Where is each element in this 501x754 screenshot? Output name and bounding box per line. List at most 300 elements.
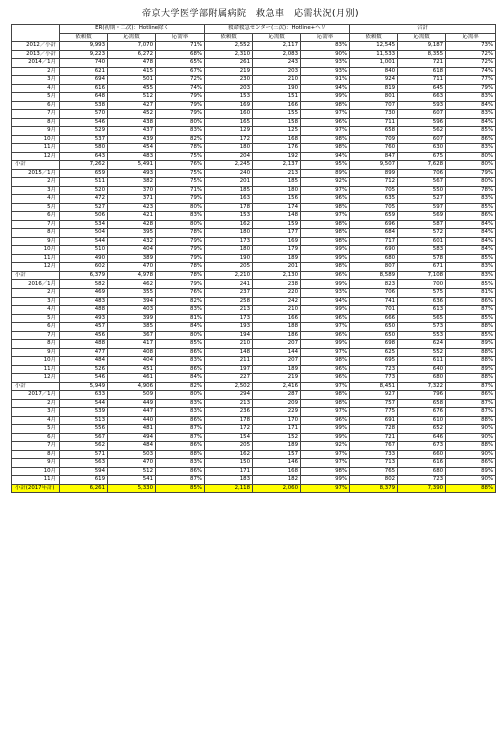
data-cell: 87% <box>446 306 496 315</box>
data-cell: 757 <box>350 399 398 408</box>
data-cell: 483 <box>60 297 108 306</box>
row-label: 2013／小計 <box>12 50 60 59</box>
data-cell: 96% <box>301 365 350 374</box>
data-cell: 98% <box>301 237 350 246</box>
data-cell: 594 <box>60 467 108 476</box>
data-cell: 8,355 <box>398 50 446 59</box>
table-row <box>12 203 496 212</box>
data-cell: 172 <box>205 135 253 144</box>
data-cell: 765 <box>350 467 398 476</box>
data-cell: 213 <box>253 169 301 178</box>
data-cell: 78% <box>156 271 205 280</box>
table-row <box>12 459 496 468</box>
data-cell: 640 <box>398 365 446 374</box>
data-cell: 723 <box>350 365 398 374</box>
data-cell: 650 <box>350 331 398 340</box>
data-cell: 823 <box>350 280 398 289</box>
data-cell: 544 <box>60 399 108 408</box>
data-cell: 173 <box>205 237 253 246</box>
data-cell: 477 <box>60 348 108 357</box>
data-cell: 83% <box>446 144 496 153</box>
table-row <box>12 416 496 425</box>
data-cell: 71% <box>156 42 205 51</box>
data-cell: 186 <box>253 331 301 340</box>
data-cell: 456 <box>60 331 108 340</box>
data-cell: 6,261 <box>60 484 108 493</box>
data-cell: 596 <box>398 118 446 127</box>
data-cell: 166 <box>253 314 301 323</box>
data-cell: 160 <box>205 110 253 119</box>
data-cell: 597 <box>398 203 446 212</box>
data-cell: 189 <box>253 365 301 374</box>
data-cell: 447 <box>108 408 156 417</box>
data-cell: 408 <box>108 348 156 357</box>
data-cell: 83% <box>446 93 496 102</box>
data-cell: 417 <box>108 340 156 349</box>
data-cell: 204 <box>205 152 253 161</box>
data-cell: 382 <box>108 178 156 187</box>
data-cell: 210 <box>205 340 253 349</box>
data-cell: 666 <box>350 314 398 323</box>
data-cell: 213 <box>205 306 253 315</box>
data-cell: 125 <box>253 127 301 136</box>
data-cell: 572 <box>398 229 446 238</box>
data-cell: 490 <box>60 254 108 263</box>
data-cell: 72% <box>156 76 205 85</box>
row-label: 5月 <box>12 203 60 212</box>
data-cell: 174 <box>253 203 301 212</box>
data-cell: 78% <box>156 144 205 153</box>
data-cell: 87% <box>446 408 496 417</box>
data-cell: 79% <box>156 110 205 119</box>
data-cell: 802 <box>350 476 398 485</box>
data-cell: 75% <box>156 169 205 178</box>
data-cell: 156 <box>253 195 301 204</box>
data-cell: 79% <box>156 93 205 102</box>
data-cell: 83% <box>156 127 205 136</box>
data-cell: 578 <box>398 254 446 263</box>
data-cell: 367 <box>108 331 156 340</box>
data-cell: 602 <box>60 263 108 272</box>
row-label: 6月 <box>12 433 60 442</box>
data-cell: 740 <box>60 59 108 68</box>
subheader-accepted: 応需数 <box>253 33 301 42</box>
data-cell: 79% <box>156 254 205 263</box>
data-cell: 97% <box>301 382 350 391</box>
data-cell: 129 <box>205 127 253 136</box>
data-cell: 675 <box>398 152 446 161</box>
data-cell: 660 <box>398 450 446 459</box>
data-cell: 144 <box>253 348 301 357</box>
data-cell: 86% <box>156 416 205 425</box>
data-cell: 706 <box>350 288 398 297</box>
data-cell: 84% <box>156 323 205 332</box>
data-cell: 89% <box>446 365 496 374</box>
table-row <box>12 399 496 408</box>
row-label: 3月 <box>12 76 60 85</box>
data-cell: 646 <box>398 433 446 442</box>
data-cell: 85% <box>156 484 205 493</box>
data-cell: 85% <box>446 127 496 136</box>
data-cell: 624 <box>398 340 446 349</box>
data-cell: 470 <box>108 263 156 272</box>
data-cell: 6,272 <box>108 50 156 59</box>
data-cell: 84% <box>446 101 496 110</box>
data-cell: 81% <box>156 314 205 323</box>
data-cell: 648 <box>60 93 108 102</box>
table-row <box>12 135 496 144</box>
data-cell: 457 <box>60 323 108 332</box>
row-label: 7月 <box>12 110 60 119</box>
data-cell: 203 <box>205 84 253 93</box>
data-cell: 625 <box>350 348 398 357</box>
data-cell: 760 <box>350 144 398 153</box>
data-cell: 643 <box>60 152 108 161</box>
data-cell: 7,628 <box>398 161 446 170</box>
subheader-accepted: 応需数 <box>398 33 446 42</box>
data-cell: 96% <box>301 314 350 323</box>
data-cell: 166 <box>253 101 301 110</box>
data-cell: 92% <box>301 442 350 451</box>
data-cell: 593 <box>398 101 446 110</box>
data-cell: 98% <box>301 399 350 408</box>
data-cell: 201 <box>253 263 301 272</box>
data-cell: 180 <box>205 246 253 255</box>
data-cell: 79% <box>156 237 205 246</box>
data-cell: 79% <box>446 169 496 178</box>
data-cell: 86% <box>446 459 496 468</box>
table-body <box>12 42 496 493</box>
data-cell: 178 <box>205 416 253 425</box>
data-cell: 1,001 <box>350 59 398 68</box>
data-cell: 691 <box>350 416 398 425</box>
data-cell: 236 <box>205 408 253 417</box>
data-cell: 2,083 <box>253 50 301 59</box>
data-cell: 607 <box>398 110 446 119</box>
data-cell: 190 <box>253 84 301 93</box>
data-cell: 676 <box>398 408 446 417</box>
data-cell: 169 <box>205 101 253 110</box>
page-title: 帝京大学医学部附属病院 救急車 応需状況(月別) <box>141 9 360 19</box>
data-cell: 185 <box>253 178 301 187</box>
data-cell: 86% <box>156 348 205 357</box>
data-cell: 98% <box>301 357 350 366</box>
data-cell: 86% <box>446 212 496 221</box>
data-cell: 428 <box>108 220 156 229</box>
data-cell: 78% <box>156 263 205 272</box>
data-cell: 84% <box>446 229 496 238</box>
data-cell: 730 <box>350 110 398 119</box>
data-cell: 99% <box>301 93 350 102</box>
row-label: 小計 <box>12 161 60 170</box>
corner-cell <box>12 25 60 42</box>
data-cell: 556 <box>60 425 108 434</box>
data-cell: 78% <box>446 186 496 195</box>
data-cell: 570 <box>60 110 108 119</box>
data-cell: 148 <box>253 212 301 221</box>
row-label: 3月 <box>12 408 60 417</box>
data-cell: 451 <box>108 365 156 374</box>
data-cell: 671 <box>398 263 446 272</box>
data-cell: 511 <box>60 178 108 187</box>
subheader-rate: 応需率 <box>156 33 205 42</box>
data-cell: 87% <box>446 382 496 391</box>
data-cell: 563 <box>60 459 108 468</box>
data-cell: 455 <box>108 84 156 93</box>
row-label: 12月 <box>12 263 60 272</box>
data-cell: 72% <box>446 59 496 68</box>
data-cell: 76% <box>156 288 205 297</box>
data-cell: 509 <box>108 391 156 400</box>
data-cell: 546 <box>60 374 108 383</box>
table-row <box>12 442 496 451</box>
data-cell: 97% <box>301 212 350 221</box>
row-label: 小計(2017年計) <box>12 484 60 493</box>
data-cell: 81% <box>446 288 496 297</box>
table-row <box>12 323 496 332</box>
data-cell: 2,137 <box>253 161 301 170</box>
data-cell: 180 <box>253 186 301 195</box>
data-cell: 80% <box>446 161 496 170</box>
data-cell: 80% <box>156 331 205 340</box>
data-cell: 97% <box>301 186 350 195</box>
table-row <box>12 391 496 400</box>
data-cell: 2,130 <box>253 271 301 280</box>
data-cell: 287 <box>253 391 301 400</box>
data-cell: 484 <box>60 357 108 366</box>
data-cell: 87% <box>156 425 205 434</box>
data-cell: 619 <box>60 476 108 485</box>
data-cell: 567 <box>60 433 108 442</box>
data-cell: 82% <box>156 382 205 391</box>
table-row <box>12 246 496 255</box>
data-cell: 635 <box>350 195 398 204</box>
table-row <box>12 169 496 178</box>
data-cell: 87% <box>156 433 205 442</box>
row-label: 6月 <box>12 101 60 110</box>
data-cell: 79% <box>156 101 205 110</box>
table-row <box>12 357 496 366</box>
data-cell: 152 <box>253 433 301 442</box>
data-cell: 618 <box>398 67 446 76</box>
data-cell: 484 <box>108 442 156 451</box>
data-cell: 700 <box>398 280 446 289</box>
data-cell: 587 <box>398 220 446 229</box>
data-cell: 607 <box>398 135 446 144</box>
data-cell: 650 <box>350 323 398 332</box>
data-cell: 552 <box>398 348 446 357</box>
data-cell: 98% <box>301 203 350 212</box>
data-cell: 93% <box>301 288 350 297</box>
table-row <box>12 467 496 476</box>
data-cell: 88% <box>446 323 496 332</box>
group-header-total: 合計 <box>350 25 496 34</box>
data-cell: 197 <box>205 365 253 374</box>
data-cell: 2,502 <box>205 382 253 391</box>
data-cell: 705 <box>350 203 398 212</box>
data-cell: 91% <box>301 76 350 85</box>
data-cell: 172 <box>205 425 253 434</box>
data-cell: 534 <box>60 220 108 229</box>
data-cell: 470 <box>108 459 156 468</box>
table-row <box>12 101 496 110</box>
data-cell: 569 <box>398 212 446 221</box>
table-row <box>12 186 496 195</box>
ambulance-acceptance-table <box>11 24 496 493</box>
data-cell: 705 <box>350 186 398 195</box>
data-cell: 449 <box>108 399 156 408</box>
data-cell: 76% <box>156 161 205 170</box>
data-cell: 807 <box>350 263 398 272</box>
data-cell: 621 <box>60 67 108 76</box>
row-label: 4月 <box>12 84 60 93</box>
table-row <box>12 476 496 485</box>
data-cell: 488 <box>60 340 108 349</box>
data-cell: 847 <box>350 152 398 161</box>
data-cell: 98% <box>301 229 350 238</box>
data-cell: 88% <box>446 348 496 357</box>
data-cell: 717 <box>350 237 398 246</box>
data-cell: 96% <box>301 416 350 425</box>
data-cell: 5,949 <box>60 382 108 391</box>
data-cell: 575 <box>398 288 446 297</box>
data-cell: 7,322 <box>398 382 446 391</box>
data-cell: 11,533 <box>350 50 398 59</box>
data-cell: 454 <box>108 144 156 153</box>
data-cell: 89% <box>446 340 496 349</box>
data-cell: 472 <box>60 195 108 204</box>
data-cell: 219 <box>205 67 253 76</box>
row-label: 4月 <box>12 306 60 315</box>
table-row <box>12 433 496 442</box>
data-cell: 86% <box>156 442 205 451</box>
data-cell: 389 <box>108 254 156 263</box>
row-label: 5月 <box>12 93 60 102</box>
data-cell: 488 <box>60 306 108 315</box>
row-label: 12月 <box>12 152 60 161</box>
data-cell: 90% <box>446 433 496 442</box>
row-label: 10月 <box>12 467 60 476</box>
subheader-row <box>12 33 496 42</box>
data-cell: 75% <box>156 178 205 187</box>
data-cell: 243 <box>253 59 301 68</box>
data-cell: 616 <box>60 84 108 93</box>
data-cell: 438 <box>108 118 156 127</box>
data-cell: 2,117 <box>253 42 301 51</box>
table-row <box>12 408 496 417</box>
table-row <box>12 144 496 153</box>
table-row <box>12 84 496 93</box>
data-cell: 707 <box>350 101 398 110</box>
data-cell: 85% <box>446 254 496 263</box>
data-cell: 203 <box>253 67 301 76</box>
data-cell: 97% <box>301 127 350 136</box>
data-cell: 546 <box>60 118 108 127</box>
data-cell: 80% <box>446 178 496 187</box>
data-cell: 78% <box>156 229 205 238</box>
row-label: 2014／1月 <box>12 59 60 68</box>
row-label: 5月 <box>12 314 60 323</box>
data-cell: 801 <box>350 93 398 102</box>
data-cell: 562 <box>398 127 446 136</box>
data-cell: 478 <box>108 59 156 68</box>
data-cell: 83% <box>446 195 496 204</box>
data-cell: 242 <box>253 297 301 306</box>
row-label: 6月 <box>12 212 60 221</box>
data-cell: 151 <box>253 93 301 102</box>
data-cell: 79% <box>156 195 205 204</box>
row-label: 7月 <box>12 331 60 340</box>
data-cell: 83% <box>446 110 496 119</box>
data-cell: 98% <box>301 220 350 229</box>
data-cell: 421 <box>108 212 156 221</box>
row-label: 4月 <box>12 416 60 425</box>
row-label: 10月 <box>12 357 60 366</box>
data-cell: 80% <box>446 152 496 161</box>
data-cell: 630 <box>398 144 446 153</box>
data-cell: 701 <box>350 306 398 315</box>
data-cell: 645 <box>398 84 446 93</box>
data-cell: 98% <box>301 144 350 153</box>
data-cell: 684 <box>350 229 398 238</box>
row-label: 11月 <box>12 254 60 263</box>
data-cell: 162 <box>205 450 253 459</box>
data-cell: 210 <box>253 306 301 315</box>
row-label: 2月 <box>12 178 60 187</box>
data-cell: 98% <box>301 391 350 400</box>
data-cell: 79% <box>446 84 496 93</box>
table-row <box>12 50 496 59</box>
data-cell: 706 <box>398 169 446 178</box>
table-row <box>12 348 496 357</box>
data-cell: 98% <box>301 101 350 110</box>
data-cell: 537 <box>60 135 108 144</box>
data-cell: 633 <box>60 391 108 400</box>
data-cell: 504 <box>60 229 108 238</box>
row-label: 小計 <box>12 271 60 280</box>
table-row <box>12 93 496 102</box>
data-cell: 176 <box>253 144 301 153</box>
row-label: 2月 <box>12 399 60 408</box>
data-cell: 190 <box>205 254 253 263</box>
data-cell: 611 <box>398 357 446 366</box>
data-cell: 12,545 <box>350 42 398 51</box>
data-cell: 2,552 <box>205 42 253 51</box>
data-cell: 4,906 <box>108 382 156 391</box>
data-cell: 99% <box>301 433 350 442</box>
row-label: 10月 <box>12 135 60 144</box>
data-cell: 84% <box>446 237 496 246</box>
data-cell: 86% <box>446 391 496 400</box>
data-cell: 493 <box>108 169 156 178</box>
data-cell: 2,118 <box>205 484 253 493</box>
data-cell: 79% <box>156 280 205 289</box>
data-cell: 673 <box>398 442 446 451</box>
data-cell: 613 <box>398 306 446 315</box>
data-cell: 99% <box>301 246 350 255</box>
data-cell: 99% <box>301 254 350 263</box>
row-label: 10月 <box>12 246 60 255</box>
data-cell: 567 <box>398 178 446 187</box>
data-cell: 550 <box>398 186 446 195</box>
data-cell: 168 <box>253 467 301 476</box>
data-cell: 94% <box>301 297 350 306</box>
data-cell: 98% <box>301 135 350 144</box>
table-row <box>12 110 496 119</box>
data-cell: 99% <box>301 425 350 434</box>
data-cell: 85% <box>446 314 496 323</box>
data-cell: 94% <box>301 84 350 93</box>
